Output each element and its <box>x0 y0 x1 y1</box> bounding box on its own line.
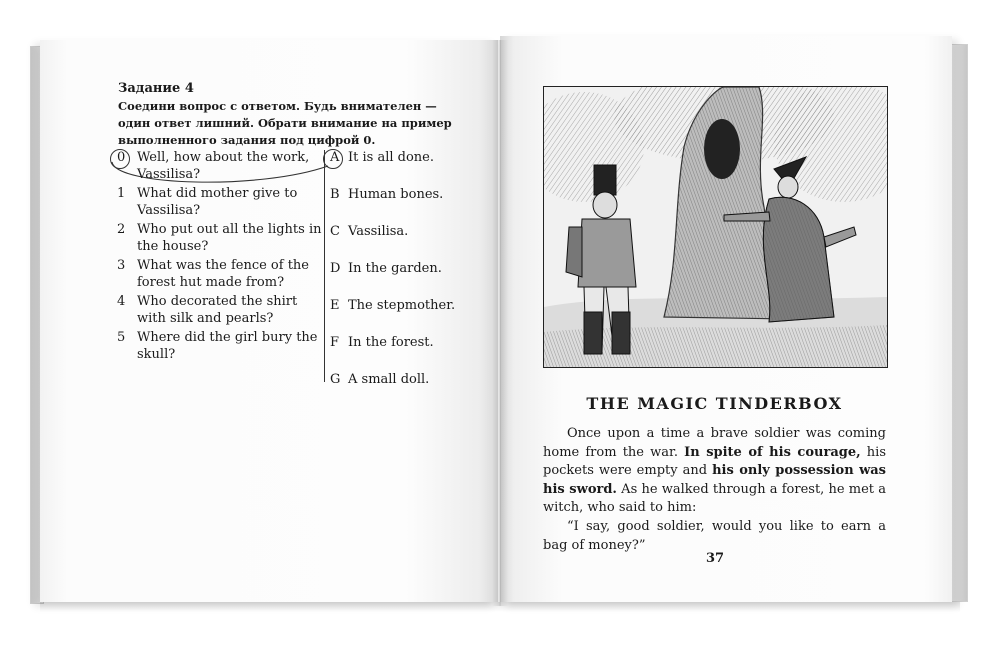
question-item <box>117 149 327 185</box>
answer-item <box>330 186 498 204</box>
answer-letter: B <box>330 187 340 202</box>
answer-item <box>330 260 498 278</box>
answer-letter: A <box>330 150 340 165</box>
page-number: 37 <box>705 551 725 566</box>
answer-text: It is all done. <box>348 150 434 165</box>
soldier-and-witch-illustration <box>543 86 888 368</box>
story-paragraph: “I say, good soldier, would you like to earn a bag of money?” <box>543 518 886 553</box>
question-text: What did mother give to Vassilisa? <box>137 186 298 218</box>
question-number: 5 <box>117 330 126 345</box>
answer-letter: C <box>330 224 340 239</box>
question-number: 1 <box>117 186 126 201</box>
question-item <box>117 329 327 365</box>
task-instruction: Соедини вопрос с ответом. Будь внимателен — один ответ лишний. Обрати внимание на пример выполненного задания под цифрой 0. <box>118 99 452 147</box>
answer-item <box>330 223 498 241</box>
story-text-run: As he walked through a forest, he met a witch, who said to him: <box>543 481 886 516</box>
answer-text: In the garden. <box>348 261 442 276</box>
answer-text: The stepmother. <box>348 298 456 313</box>
story-bold-phrase: In spite of his courage, <box>684 444 861 460</box>
question-item <box>117 221 327 257</box>
answer-letter: G <box>330 372 341 387</box>
answer-letter: F <box>330 335 340 350</box>
question-text: Well, how about the work, Vassilisa? <box>137 150 310 182</box>
answer-letter: D <box>330 261 341 276</box>
answer-text: Vassilisa. <box>348 224 409 239</box>
answer-item <box>330 334 498 352</box>
answer-item <box>330 371 498 389</box>
book-spine <box>492 40 508 606</box>
answer-text: A small doll. <box>348 372 430 387</box>
question-text: Who put out all the lights in the house? <box>137 222 322 254</box>
answer-letter: E <box>330 298 340 313</box>
question-number: 0 <box>117 150 126 165</box>
question-item <box>117 293 327 329</box>
story-text <box>543 425 886 555</box>
story-text-run: Once upon a time a brave soldier was coming home from the war. <box>543 426 886 460</box>
answer-text: Human bones. <box>348 187 444 202</box>
question-text: What was the fence of the forest hut made from? <box>137 258 309 290</box>
question-number: 3 <box>117 258 126 273</box>
answer-item <box>330 297 498 315</box>
story-title: THE MAGIC TINDERBOX <box>586 394 843 413</box>
story-text-run: his pockets were empty and <box>543 444 886 479</box>
book-shadow <box>40 602 960 612</box>
question-number: 4 <box>117 294 126 309</box>
task-title: Задание 4 <box>118 81 194 96</box>
story-bold-phrase: his only possession was his sword. <box>543 463 887 497</box>
question-item <box>117 185 327 221</box>
right-page-edges <box>950 44 968 602</box>
question-text: Who decorated the shirt with silk and pearls? <box>137 294 298 326</box>
answer-item <box>330 149 498 167</box>
question-number: 2 <box>117 222 126 237</box>
answer-text: In the forest. <box>348 335 434 350</box>
story-paragraph <box>543 425 886 518</box>
question-item <box>117 257 327 293</box>
question-text: Where did the girl bury the skull? <box>137 330 318 362</box>
